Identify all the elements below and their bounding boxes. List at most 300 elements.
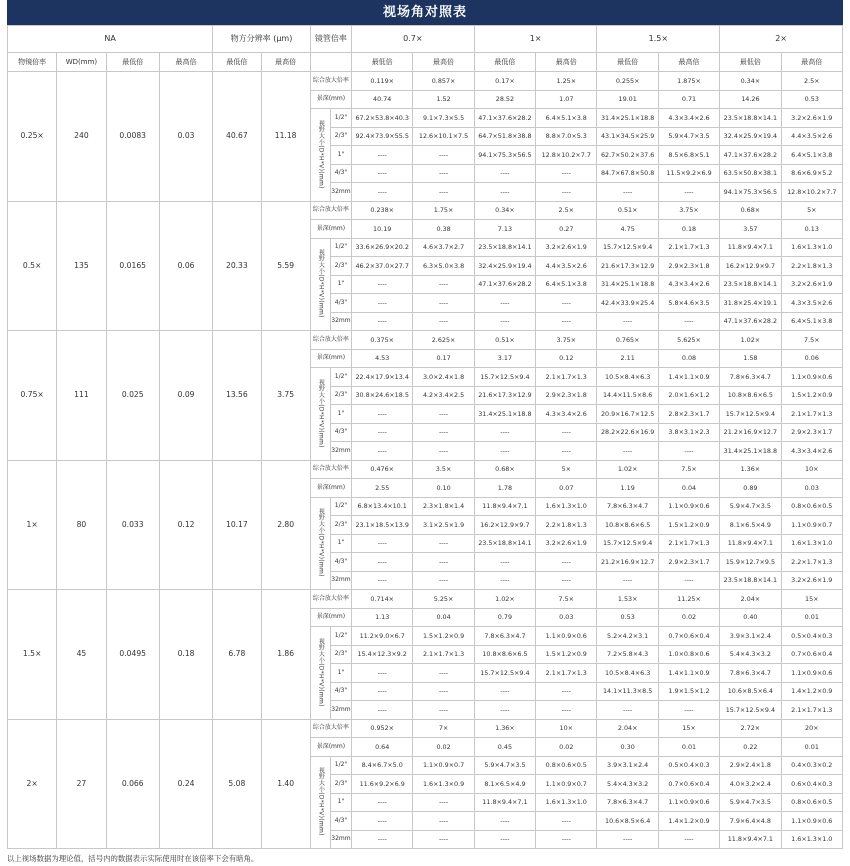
total-mag-value: 0.857× [413, 72, 474, 91]
total-mag-label: 综合放大倍率 [310, 590, 351, 609]
fov-value: 31.4×25.1×18.8 [720, 442, 781, 461]
fov-value: 3.9×3.1×2.4 [720, 627, 781, 646]
sensor-size: 32mm [330, 312, 351, 331]
fov-value: ---- [658, 571, 719, 590]
objective-mag: 1.5× [8, 590, 57, 720]
fov-value: 8.1×6.5×4.9 [720, 516, 781, 535]
fov-value: 2.2×1.8×1.3 [781, 257, 842, 276]
fov-value: 4.0×3.2×2.4 [720, 775, 781, 794]
fov-value: 62.7×50.2×37.6 [597, 146, 658, 165]
fov-value: ---- [352, 423, 413, 442]
tube-header: 2× [720, 26, 843, 53]
depth-value: 0.64 [352, 738, 413, 757]
fov-value: 6.3×5.0×3.8 [413, 257, 474, 276]
fov-value: 23.1×18.5×13.9 [352, 516, 413, 535]
fov-value: 28.2×22.6×16.9 [597, 423, 658, 442]
sensor-size: 1/2" [330, 627, 351, 646]
fov-value: 1.6×1.3×1.0 [781, 534, 842, 553]
na-min: 0.0495 [106, 590, 159, 720]
fov-value: 12.6×10.1×7.5 [413, 127, 474, 146]
total-mag-value: 0.51× [597, 201, 658, 220]
fov-value: 4.3×3.4×2.6 [781, 442, 842, 461]
sensor-size: 1/2" [330, 109, 351, 128]
fov-value: 15.7×12.5×9.4 [597, 238, 658, 257]
fov-value: 6.4×5.1×3.8 [781, 312, 842, 331]
depth-value: 0.02 [536, 738, 597, 757]
fov-value: 5.2×4.2×3.1 [597, 627, 658, 646]
fov-value: 4.3×3.4×2.6 [536, 405, 597, 424]
sensor-size: 4/3" [330, 294, 351, 313]
fov-value: ---- [536, 571, 597, 590]
table-row [8, 719, 843, 738]
fov-value: ---- [352, 275, 413, 294]
fov-value: 11.2×9.0×6.7 [352, 627, 413, 646]
objective-mag: 0.25× [8, 72, 57, 202]
fov-value: 94.1×75.3×56.5 [720, 183, 781, 202]
fov-value: 32.4×25.9×19.4 [474, 257, 535, 276]
fov-value: 8.5×6.8×5.1 [658, 146, 719, 165]
depth-value: 0.53 [781, 90, 842, 109]
fov-value: 2.9×2.4×1.8 [720, 756, 781, 775]
depth-value: 0.02 [658, 608, 719, 627]
total-mag-value: 2.5× [536, 201, 597, 220]
fov-value: ---- [474, 312, 535, 331]
fov-value: ---- [352, 571, 413, 590]
sensor-size: 2/3" [330, 257, 351, 276]
na-min: 0.066 [106, 719, 159, 849]
fov-value: 31.4×25.1×18.8 [474, 405, 535, 424]
fov-value: 7.8×6.3×4.7 [720, 368, 781, 387]
fov-label-text: 视野大小(D*H*V)(mm) [317, 508, 325, 577]
depth-value: 0.18 [658, 220, 719, 239]
depth-value: 0.12 [536, 349, 597, 368]
fov-value: 15.7×12.5×9.4 [720, 405, 781, 424]
fov-value: ---- [658, 312, 719, 331]
fov-value: 8.8×7.0×5.3 [536, 127, 597, 146]
fov-value: 32.4×25.9×19.4 [720, 127, 781, 146]
fov-value: 47.1×37.6×28.2 [474, 275, 535, 294]
total-mag-value: 1.36× [720, 460, 781, 479]
depth-value: 4.53 [352, 349, 413, 368]
fov-value: 15.4×12.3×9.2 [352, 645, 413, 664]
resolution-max: 5.59 [261, 201, 310, 331]
resolution-header: 物方分辨率 (μm) [213, 26, 311, 53]
tube-header: 1.5× [597, 26, 720, 53]
fov-value: 43.1×34.5×25.9 [597, 127, 658, 146]
total-mag-value: 1.75× [413, 201, 474, 220]
resolution-max: 1.40 [261, 719, 310, 849]
fov-value: ---- [413, 830, 474, 849]
fov-label [310, 109, 330, 202]
fov-value: 3.2×2.6×1.9 [781, 109, 842, 128]
total-mag-value: 0.17× [474, 72, 535, 91]
total-mag-value: 3.75× [536, 331, 597, 350]
fov-value: 1.4×1.2×0.9 [658, 812, 719, 831]
fov-value: 1.1×0.9×0.6 [536, 627, 597, 646]
depth-value: 1.13 [352, 608, 413, 627]
total-mag-value: 7.5× [536, 590, 597, 609]
fov-value: ---- [413, 146, 474, 165]
fov-value: 20.9×16.7×12.5 [597, 405, 658, 424]
sensor-size: 1" [330, 146, 351, 165]
fov-value: 4.3×3.5×2.6 [781, 294, 842, 313]
fov-value: 3.1×2.5×1.9 [413, 516, 474, 535]
fov-value: 7.8×6.3×4.7 [474, 627, 535, 646]
total-mag-label: 综合放大倍率 [310, 331, 351, 350]
depth-value: 0.06 [781, 349, 842, 368]
fov-value: 6.4×5.1×3.8 [781, 146, 842, 165]
fov-value: ---- [658, 442, 719, 461]
fov-value: ---- [658, 830, 719, 849]
na-min: 0.025 [106, 331, 159, 461]
fov-value: 5.4×4.3×3.2 [720, 645, 781, 664]
depth-value: 0.08 [658, 349, 719, 368]
fov-value: 11.8×9.4×7.1 [474, 497, 535, 516]
total-mag-value: 10× [536, 719, 597, 738]
objective-mag: 1× [8, 460, 57, 590]
total-mag-label: 综合放大倍率 [310, 719, 351, 738]
depth-label: 景深(mm) [310, 738, 351, 757]
fov-value: 14.1×11.3×8.5 [597, 682, 658, 701]
sensor-size: 4/3" [330, 423, 351, 442]
depth-value: 0.79 [474, 608, 535, 627]
fov-value: 1.1×0.9×0.6 [658, 793, 719, 812]
depth-label: 景深(mm) [310, 349, 351, 368]
fov-value: ---- [413, 312, 474, 331]
na-header: NA [8, 26, 213, 53]
total-mag-value: 2.625× [413, 331, 474, 350]
min-header: 最低倍 [720, 53, 781, 72]
working-distance: 45 [57, 590, 106, 720]
fov-value: 9.1×7.3×5.5 [413, 109, 474, 128]
fov-label-text: 视野大小(D*H*V)(mm) [317, 249, 325, 318]
depth-value: 10.19 [352, 220, 413, 239]
fov-value: 0.8×0.6×0.5 [781, 793, 842, 812]
fov-value: 21.6×17.3×12.9 [597, 257, 658, 276]
working-distance: 240 [57, 72, 106, 202]
fov-value: ---- [413, 534, 474, 553]
fov-value: 92.4×73.9×55.5 [352, 127, 413, 146]
depth-value: 0.53 [597, 608, 658, 627]
depth-value: 7.13 [474, 220, 535, 239]
depth-value: 3.17 [474, 349, 535, 368]
fov-value: 0.4×0.3×0.2 [781, 756, 842, 775]
fov-value: 3.0×2.4×1.8 [413, 368, 474, 387]
fov-value: 12.8×10.2×7.7 [781, 183, 842, 202]
sensor-size: 2/3" [330, 516, 351, 535]
fov-label [310, 756, 330, 849]
total-mag-value: 2.04× [597, 719, 658, 738]
fov-value: ---- [597, 830, 658, 849]
fov-value: 10.8×8.6×6.5 [474, 645, 535, 664]
fov-value: 3.2×2.6×1.9 [536, 238, 597, 257]
sensor-size: 32mm [330, 701, 351, 720]
fov-value: ---- [413, 812, 474, 831]
fov-label-text: 视野大小(D*H*V)(mm) [317, 767, 325, 836]
fov-value: 3.2×2.6×1.9 [781, 275, 842, 294]
fov-value: ---- [413, 294, 474, 313]
sensor-size: 2/3" [330, 645, 351, 664]
fov-value: ---- [536, 312, 597, 331]
sensor-size: 4/3" [330, 553, 351, 572]
total-mag-value: 5× [536, 460, 597, 479]
fov-value: 4.6×3.7×2.7 [413, 238, 474, 257]
resolution-min: 13.56 [213, 331, 261, 461]
fov-value: 6.8×13.4×10.1 [352, 497, 413, 516]
fov-value: 1.1×0.9×0.6 [781, 664, 842, 683]
fov-value: 2.1×1.7×1.3 [781, 701, 842, 720]
header-row-top [8, 26, 843, 53]
depth-value: 0.04 [413, 608, 474, 627]
sensor-size: 1" [330, 793, 351, 812]
na-min: 0.033 [106, 460, 159, 590]
total-mag-value: 3.75× [658, 201, 719, 220]
fov-value: 15.7×12.5×9.4 [720, 701, 781, 720]
fov-value: 11.8×9.4×7.1 [720, 238, 781, 257]
fov-value: 5.9×4.7×3.5 [720, 793, 781, 812]
fov-value: 2.1×1.7×1.3 [413, 645, 474, 664]
na-max: 0.18 [159, 590, 212, 720]
header-row-sub [8, 53, 843, 72]
fov-value: ---- [474, 423, 535, 442]
na-max: 0.12 [159, 460, 212, 590]
fov-value: ---- [474, 571, 535, 590]
depth-label: 景深(mm) [310, 608, 351, 627]
sensor-size: 4/3" [330, 812, 351, 831]
fov-value: 10.8×8.6×6.5 [720, 386, 781, 405]
depth-value: 0.03 [781, 479, 842, 498]
fov-value: ---- [352, 146, 413, 165]
objective-mag: 0.5× [8, 201, 57, 331]
fov-value: 1.4×1.2×0.9 [781, 682, 842, 701]
sensor-size: 1" [330, 664, 351, 683]
na-max: 0.06 [159, 201, 212, 331]
fov-value: 5.9×4.7×3.5 [474, 756, 535, 775]
fov-value: ---- [352, 553, 413, 572]
fov-value: 1.1×0.9×0.6 [781, 812, 842, 831]
sensor-size: 1" [330, 534, 351, 553]
fov-value: 0.8×0.6×0.5 [781, 497, 842, 516]
fov-value: ---- [474, 553, 535, 572]
fov-value: 7.9×6.4×4.8 [720, 812, 781, 831]
fov-value: 11.8×9.4×7.1 [720, 534, 781, 553]
fov-value: ---- [413, 664, 474, 683]
depth-value: 0.38 [413, 220, 474, 239]
fov-value: 2.2×1.8×1.3 [536, 516, 597, 535]
min-header: 最低倍 [474, 53, 535, 72]
fov-value: 5.8×4.6×3.5 [658, 294, 719, 313]
resolution-min: 10.17 [213, 460, 261, 590]
depth-value: 4.75 [597, 220, 658, 239]
sensor-size: 1/2" [330, 756, 351, 775]
fov-value: ---- [536, 553, 597, 572]
fov-value: ---- [352, 312, 413, 331]
resolution-min: 5.08 [213, 719, 261, 849]
res-min-header: 最低倍 [213, 53, 261, 72]
total-mag-value: 2.5× [781, 72, 842, 91]
fov-value: 6.4×5.1×3.8 [536, 109, 597, 128]
resolution-max: 3.75 [261, 331, 310, 461]
fov-value: 5.9×4.7×3.5 [720, 497, 781, 516]
sensor-size: 4/3" [330, 682, 351, 701]
total-mag-value: 10× [781, 460, 842, 479]
sensor-size: 1/2" [330, 497, 351, 516]
fov-value: ---- [352, 164, 413, 183]
fov-value: 2.2×1.7×1.3 [781, 553, 842, 572]
fov-value: 23.5×18.8×14.1 [474, 534, 535, 553]
fov-value: 23.5×18.8×14.1 [720, 571, 781, 590]
fov-value: 31.4×25.1×18.8 [597, 109, 658, 128]
sensor-size: 32mm [330, 442, 351, 461]
fov-label [310, 368, 330, 461]
fov-table [7, 25, 843, 849]
total-mag-value: 5.625× [658, 331, 719, 350]
fov-label [310, 627, 330, 720]
fov-value: 33.6×26.9×20.2 [352, 238, 413, 257]
depth-value: 0.01 [658, 738, 719, 757]
fov-value: ---- [536, 701, 597, 720]
table-row [8, 201, 843, 220]
fov-value: ---- [474, 442, 535, 461]
fov-value: ---- [536, 294, 597, 313]
fov-value: 1.9×1.5×1.2 [658, 682, 719, 701]
fov-value: 4.4×3.5×2.6 [781, 127, 842, 146]
depth-value: 28.52 [474, 90, 535, 109]
max-header: 最高倍 [413, 53, 474, 72]
fov-value: 23.5×18.8×14.1 [720, 109, 781, 128]
fov-value: 1.5×1.2×0.9 [658, 516, 719, 535]
fov-value: ---- [413, 793, 474, 812]
fov-value: 21.2×16.9×12.7 [720, 423, 781, 442]
total-mag-value: 7× [413, 719, 474, 738]
fov-value: 47.1×37.6×28.2 [720, 146, 781, 165]
fov-value: 3.2×2.6×1.9 [781, 571, 842, 590]
depth-value: 0.45 [474, 738, 535, 757]
resolution-max: 11.18 [261, 72, 310, 202]
fov-value: 0.5×0.4×0.3 [658, 756, 719, 775]
sensor-size: 1/2" [330, 238, 351, 257]
total-mag-value: 1.875× [658, 72, 719, 91]
fov-value: 1.1×0.9×0.7 [536, 775, 597, 794]
fov-value: 1.1×0.9×0.7 [413, 756, 474, 775]
fov-value: 16.2×12.9×9.7 [720, 257, 781, 276]
fov-value: 4.3×3.4×2.6 [658, 275, 719, 294]
fov-value: 1.1×0.9×0.6 [658, 497, 719, 516]
fov-value: 8.4×6.7×5.0 [352, 756, 413, 775]
fov-value: ---- [474, 701, 535, 720]
total-mag-value: 0.238× [352, 201, 413, 220]
fov-value: 22.4×17.9×13.4 [352, 368, 413, 387]
total-mag-value: 7.5× [658, 460, 719, 479]
fov-value: 0.8×0.6×0.5 [536, 756, 597, 775]
working-distance: 80 [57, 460, 106, 590]
fov-value: 6.4×5.1×3.8 [536, 275, 597, 294]
fov-value: 1.6×1.3×1.0 [536, 793, 597, 812]
total-mag-value: 1.02× [597, 460, 658, 479]
fov-value: 3.9×3.1×2.4 [597, 756, 658, 775]
fov-value: 2.9×2.3×1.7 [781, 423, 842, 442]
total-mag-value: 2.04× [720, 590, 781, 609]
fov-value: ---- [413, 275, 474, 294]
tube-header: 1× [474, 26, 597, 53]
fov-value: ---- [352, 664, 413, 683]
fov-value: 21.6×17.3×12.9 [474, 386, 535, 405]
total-mag-label: 综合放大倍率 [310, 72, 351, 91]
fov-value: ---- [352, 534, 413, 553]
total-mag-value: 0.34× [720, 72, 781, 91]
na-max: 0.03 [159, 72, 212, 202]
fov-value: ---- [474, 682, 535, 701]
fov-value: 11.8×9.4×7.1 [474, 793, 535, 812]
working-distance: 111 [57, 331, 106, 461]
fov-value: ---- [536, 830, 597, 849]
max-header: 最高倍 [536, 53, 597, 72]
fov-value: ---- [413, 164, 474, 183]
total-mag-value: 1.36× [474, 719, 535, 738]
fov-value: 2.9×2.3×1.8 [658, 257, 719, 276]
na-max-header: 最高倍 [159, 53, 212, 72]
fov-value: 1.4×1.1×0.9 [658, 368, 719, 387]
fov-label-text: 视野大小(D*H*V)(mm) [317, 637, 325, 707]
fov-value: 10.5×8.4×6.3 [597, 368, 658, 387]
fov-value: 11.6×9.2×6.9 [352, 775, 413, 794]
table-row [8, 72, 843, 91]
resolution-min: 20.33 [213, 201, 261, 331]
fov-comparison-sheet [7, 0, 843, 864]
total-mag-value: 20× [781, 719, 842, 738]
fov-value: ---- [413, 701, 474, 720]
fov-value: 5.4×4.3×3.2 [597, 775, 658, 794]
depth-value: 1.78 [474, 479, 535, 498]
fov-value: ---- [536, 164, 597, 183]
tube-header: 0.7× [352, 26, 475, 53]
fov-value: ---- [352, 405, 413, 424]
total-mag-value: 0.476× [352, 460, 413, 479]
fov-value: ---- [352, 701, 413, 720]
fov-value: ---- [536, 442, 597, 461]
fov-value: 4.2×3.4×2.5 [413, 386, 474, 405]
fov-value: 10.6×8.5×6.4 [720, 682, 781, 701]
obj-mag-header: 物镜倍率 [8, 53, 57, 72]
sensor-size: 1" [330, 275, 351, 294]
fov-value: 21.2×16.9×12.7 [597, 553, 658, 572]
fov-value: 2.3×1.8×1.4 [413, 497, 474, 516]
fov-value: ---- [474, 294, 535, 313]
fov-value: 10.8×8.6×6.5 [597, 516, 658, 535]
total-mag-label: 综合放大倍率 [310, 201, 351, 220]
fov-value: 0.7×0.6×0.4 [658, 775, 719, 794]
total-mag-value: 1.02× [474, 590, 535, 609]
total-mag-value: 5× [781, 201, 842, 220]
fov-value: 1.6×1.3×1.0 [536, 497, 597, 516]
fov-value: 1.4×1.1×0.9 [658, 664, 719, 683]
depth-label: 景深(mm) [310, 90, 351, 109]
total-mag-value: 0.952× [352, 719, 413, 738]
fov-value: 4.3×3.4×2.6 [658, 109, 719, 128]
fov-value: ---- [597, 183, 658, 202]
depth-value: 2.55 [352, 479, 413, 498]
fov-value: ---- [352, 830, 413, 849]
fov-value: 15.7×12.5×9.4 [474, 368, 535, 387]
wd-header: WD(mm) [57, 53, 106, 72]
fov-value: 23.5×18.8×14.1 [720, 275, 781, 294]
depth-value: 40.74 [352, 90, 413, 109]
depth-value: 0.10 [413, 479, 474, 498]
fov-value: ---- [352, 682, 413, 701]
fov-value: 84.7×67.8×50.8 [597, 164, 658, 183]
fov-value: 0.6×0.4×0.3 [781, 775, 842, 794]
res-max-header: 最高倍 [261, 53, 310, 72]
